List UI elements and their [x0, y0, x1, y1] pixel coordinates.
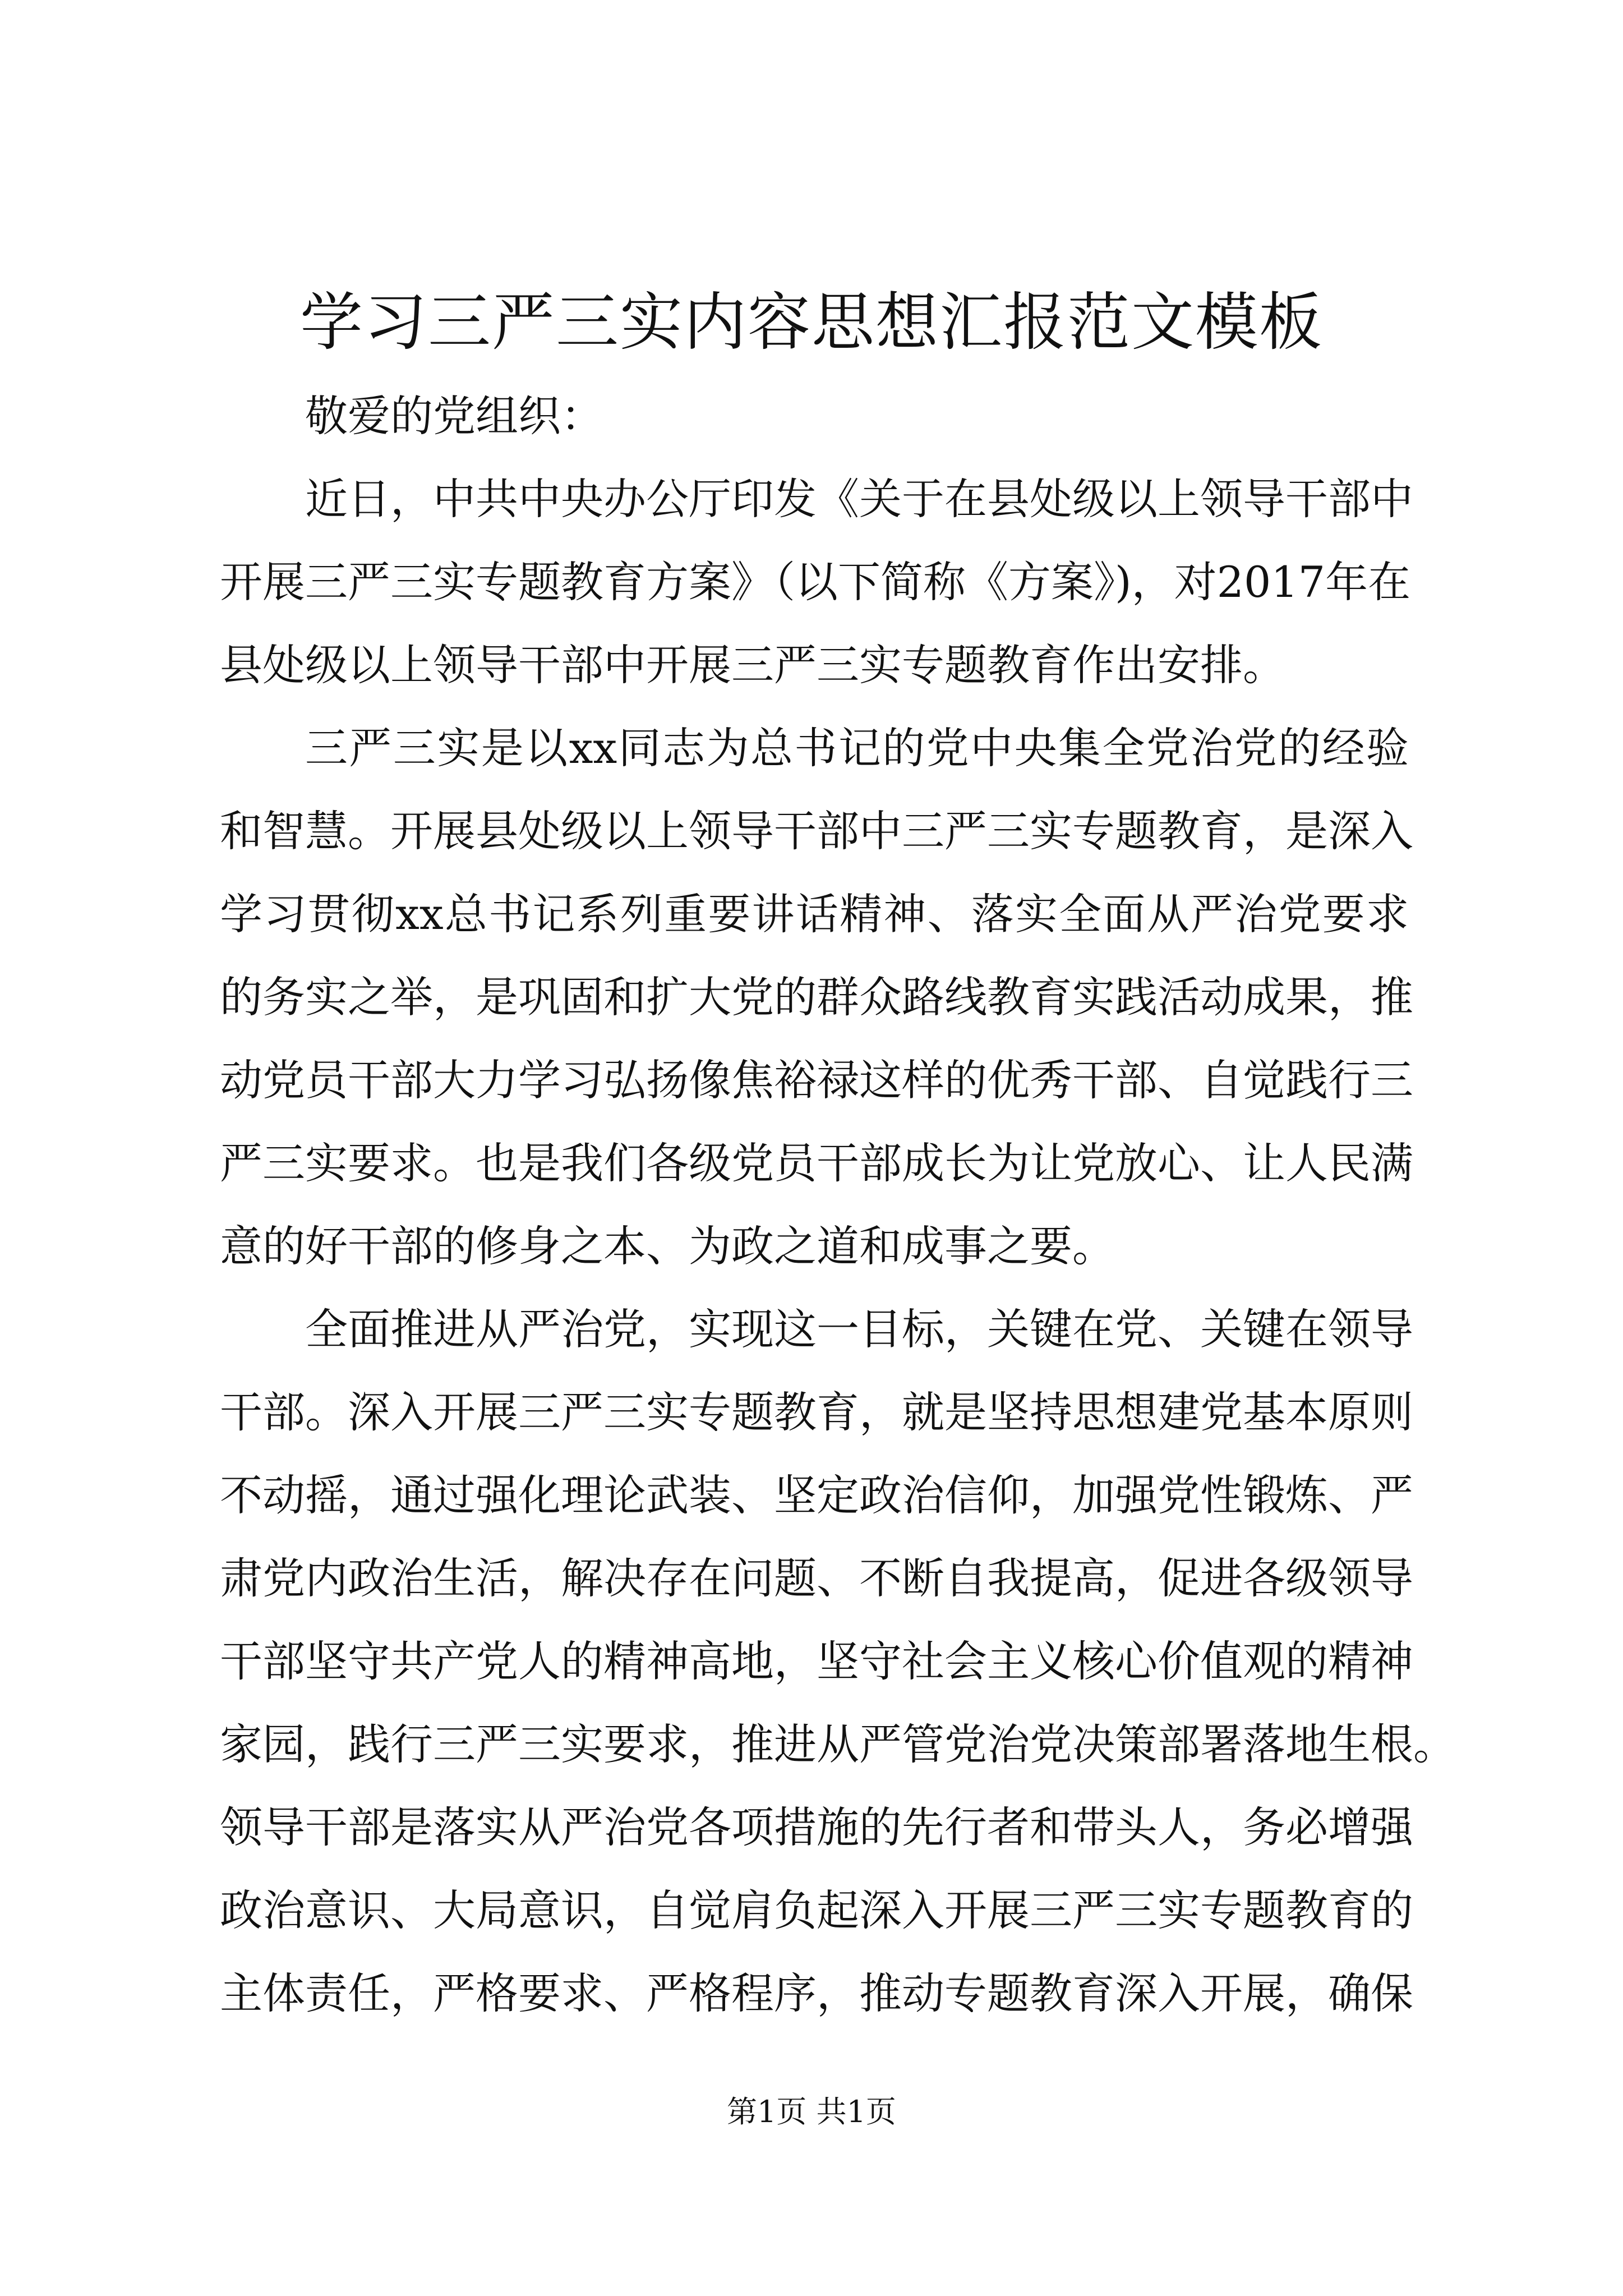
- paragraph-line: 家园，践行三严三实要求，推进从严管党治党决策部署落地生根。: [220, 1719, 1456, 1769]
- paragraph-line: 干部。深入开展三严三实专题教育，就是坚持思想建党基本原则: [220, 1387, 1413, 1437]
- page-footer: 第1页 共1页: [727, 2094, 896, 2129]
- paragraph-line: 开展三严三实专题教育方案》（以下简称《方案》)，对2017年在: [220, 557, 1411, 607]
- paragraph-line: 全面推进从严治党，实现这一目标，关键在党、关键在领导: [305, 1304, 1413, 1354]
- paragraph-line: 政治意识、大局意识，自觉肩负起深入开展三严三实专题教育的: [220, 1885, 1413, 1935]
- paragraph-line: 领导干部是落实从严治党各项措施的先行者和带头人，务必增强: [220, 1802, 1413, 1852]
- paragraph-line: 县处级以上领导干部中开展三严三实专题教育作出安排。: [220, 640, 1285, 690]
- paragraph-line: 学习贯彻xx总书记系列重要讲话精神、落实全面从严治党要求: [220, 889, 1409, 939]
- salutation-line: 敬爱的党组织：: [305, 391, 603, 441]
- paragraph-line: 的务实之举，是巩固和扩大党的群众路线教育实践活动成果，推: [220, 972, 1413, 1022]
- paragraph-line: 意的好干部的修身之本、为政之道和成事之要。: [220, 1221, 1115, 1271]
- paragraph-line: 主体责任，严格要求、严格程序，推动专题教育深入开展，确保: [220, 1968, 1413, 2018]
- paragraph-line: 肃党内政治生活，解决存在问题、不断自我提高，促进各级领导: [220, 1553, 1413, 1603]
- document-title: 学习三严三实内容思想汇报范文模板: [300, 286, 1323, 359]
- paragraph-line: 干部坚守共产党人的精神高地，坚守社会主义核心价值观的精神: [220, 1636, 1413, 1686]
- paragraph-line: 和智慧。开展县处级以上领导干部中三严三实专题教育，是深入: [220, 806, 1413, 856]
- paragraph-line: 不动摇，通过强化理论武装、坚定政治信仰，加强党性锻炼、严: [220, 1470, 1413, 1520]
- paragraph-line: 近日，中共中央办公厅印发《关于在县处级以上领导干部中: [305, 474, 1413, 524]
- paragraph-line: 严三实要求。也是我们各级党员干部成长为让党放心、让人民满: [220, 1138, 1413, 1188]
- paragraph-line: 三严三实是以xx同志为总书记的党中央集全党治党的经验: [305, 723, 1409, 773]
- paragraph-line: 动党员干部大力学习弘扬像焦裕禄这样的优秀干部、自觉践行三: [220, 1055, 1413, 1105]
- document-body: [220, 375, 1456, 2035]
